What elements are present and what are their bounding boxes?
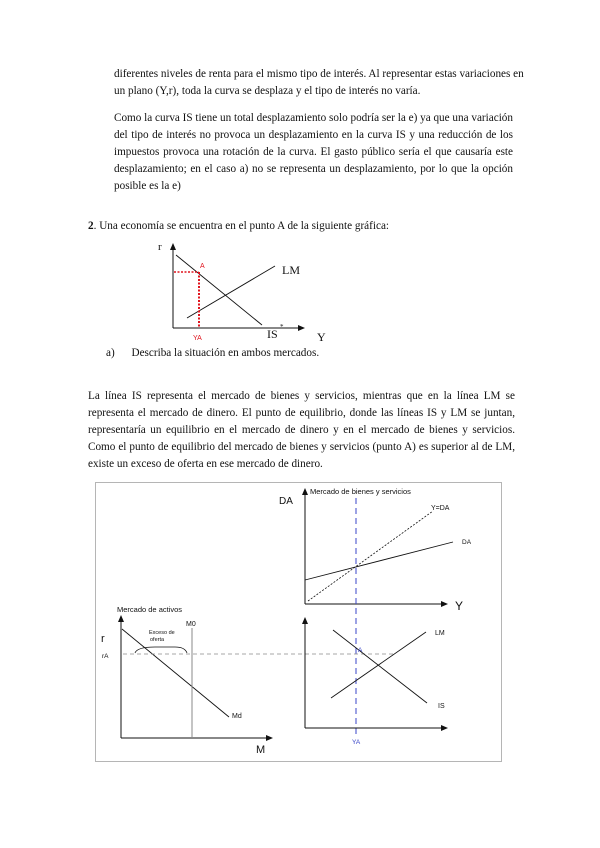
figure-point-label: A — [358, 647, 363, 654]
sub-question-a — [106, 347, 319, 359]
figure-lm-label: LM — [435, 630, 445, 637]
figure-is-label: IS — [438, 703, 445, 710]
y-equals-da-label: Y=DA — [431, 505, 450, 512]
graph1-is-curve — [176, 255, 262, 325]
goods-y-axis-label: Y — [455, 599, 464, 613]
ra-label: rA — [102, 653, 109, 660]
da-line-label: DA — [462, 539, 472, 546]
question-number: 2 — [88, 220, 94, 232]
graph1-x-axis-label: Y — [317, 330, 326, 344]
intro-paragraph — [114, 66, 527, 100]
money-r-axis-label: r — [101, 633, 105, 645]
answer-paragraph: La línea IS representa el mercado de bienes y servicios, mientras que en la línea LM se representa el mercado de dinero. El punto de equilibrio, donde las líneas IS y LM se juntan, representaría un equilibrio en el mercado de dinero y en el mercado de bienes y servicios. Como el punto de equilibrio del mercado de bienes y servicios (punto A) es superior al de LM, existe un exceso de oferta en ese mercado de dinero. — [88, 390, 515, 470]
goods-money-market-figure — [95, 482, 502, 762]
money-supply-label: M0 — [186, 621, 196, 628]
excess-label-line-1: Exceso de — [149, 630, 175, 636]
figure-ya-label: YA — [352, 739, 361, 746]
question-text: . Una economía se encuentra en el punto A de la siguiente gráfica: — [93, 220, 390, 232]
graph1-lm-label: LM — [282, 263, 300, 277]
intro-line-1: diferentes niveles de renta para el mismo tipo de interés. Al representar estas variaciones en — [114, 68, 524, 80]
money-m-axis-label: M — [256, 744, 266, 756]
question-2 — [88, 220, 389, 232]
graph1-is-mark: * — [280, 323, 284, 331]
goods-market-title: Mercado de bienes y servicios — [310, 487, 411, 496]
graph1-lm-curve — [187, 266, 275, 318]
sub-question-text: Describa la situación en ambos mercados. — [131, 347, 320, 359]
sub-question-letter: a) — [106, 347, 115, 359]
money-demand-label: Md — [232, 713, 242, 720]
graph1-is-label: IS — [267, 327, 278, 341]
is-lm-graph — [150, 240, 340, 345]
graph1-ya-label: YA — [193, 335, 202, 342]
explanation-paragraph: Como la curva IS tiene un total desplazamiento solo podría ser la e) ya que una variación del tipo de interés no provoca un desplazamiento en la curva IS y una reducción de los impuestos provoca una rotación de la curva. El gasto público sería el que causaría este desplazamiento; en el caso a) no se representa un desplazamiento, por lo que la opción posible es la e) — [114, 112, 513, 192]
money-market-title: Mercado de activos — [117, 605, 183, 614]
excess-label-line-2: oferta — [150, 637, 165, 643]
intro-line-2: un plano (Y,r), toda la curva se desplaza y el tipo de interés no varía. — [114, 85, 421, 97]
da-axis-label: DA — [279, 496, 293, 507]
graph1-point-label: A — [200, 263, 205, 270]
graph1-y-axis-label: r — [158, 241, 162, 253]
